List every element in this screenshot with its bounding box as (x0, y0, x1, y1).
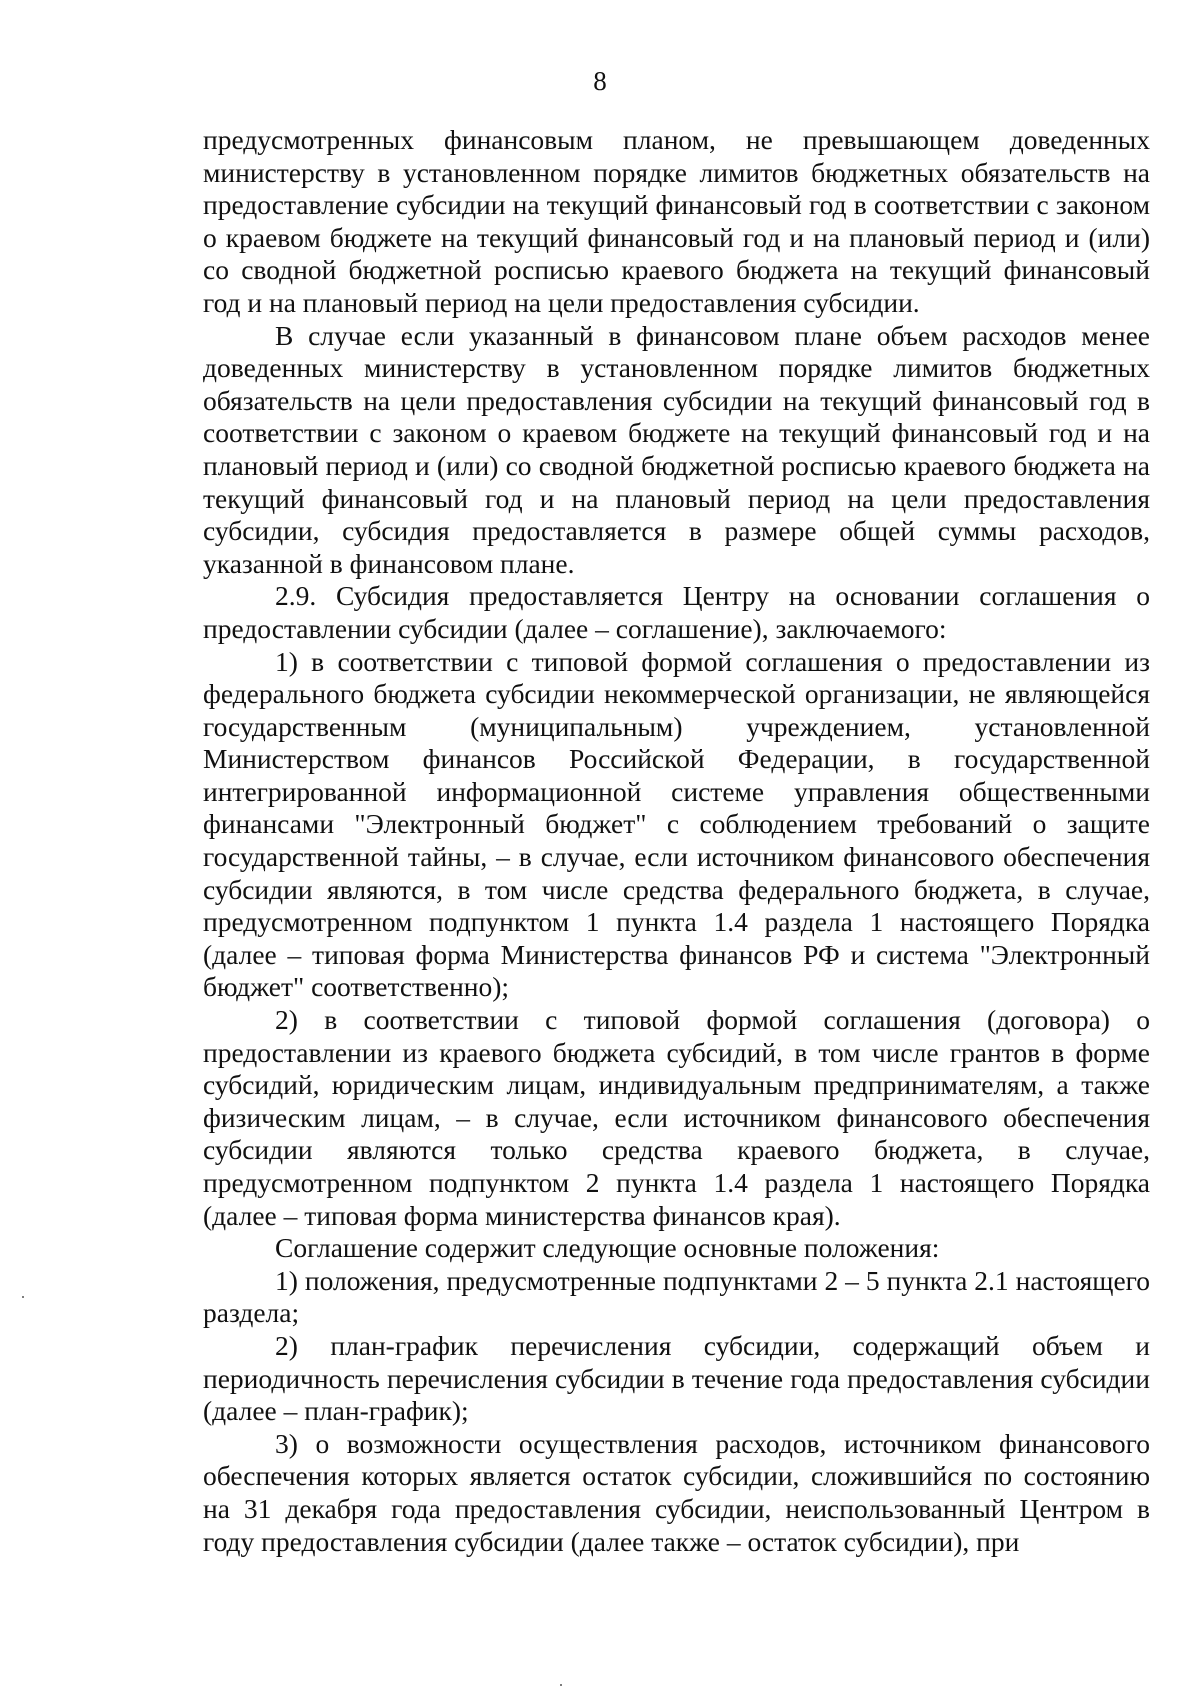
paragraph: Соглашение содержит следующие основные положения: (275, 1232, 940, 1264)
document-body (203, 124, 1150, 1558)
page-number: 8 (593, 66, 607, 96)
list-item: 2) в соответствии с типовой формой соглашения (договора) о предоставлении из краевого бюджета субсидий, в том числе грантов в форме субсидий, юридическим лицам, индивидуальным предпринимателям, а также физическим лицам, – в случае, если источником финансового обеспечения субсидии являются только средства краевого бюджета, в случае, предусмотренном подпунктом 2 пункта 1.4 раздела 1 настоящего Порядка (далее – типовая форма министерства финансов края). (203, 1004, 1150, 1231)
scan-speck (22, 1296, 24, 1298)
paragraph: 2.9. Субсидия предоставляется Центру на основании соглашения о предоставлении субсидии (далее – соглашение), заключаемого: (203, 580, 1150, 644)
list-item: 3) о возможности осуществления расходов, источником финансового обеспечения которых является остаток субсидии, сложившийся по состоянию на 31 декабря года предоставления субсидии, неиспользованный Центром в году предоставления субсидии (далее также – остаток субсидии), при (203, 1427, 1150, 1557)
paragraph: В случае если указанный в финансовом плане объем расходов менее доведенных министерству в установленном порядке лимитов бюджетных обязательств на цели предоставления субсидии на текущий финансовый год в соответствии с законом о краевом бюджете на текущий финансовый год и на плановый период и (или) со сводной бюджетной росписью краевого бюджета на текущий финансовый год и на плановый период на цели предоставления субсидии, субсидия предоставляется в размере общей суммы расходов, указанной в финансовом плане. (203, 319, 1150, 579)
list-item: 2) план-график перечисления субсидии, содержащий объем и периодичность перечисления субсидии в течение года предоставления субсидии (далее – план-график); (203, 1329, 1150, 1427)
paragraph: предусмотренных финансовым планом, не превышающем доведенных министерству в установленном порядке лимитов бюджетных обязательств на предоставление субсидии на текущий финансовый год в соответствии с законом о краевом бюджете на текущий финансовый год и на плановый период и (или) со сводной бюджетной росписью краевого бюджета на текущий финансовый год и на плановый период на цели предоставления субсидии. (203, 124, 1150, 318)
list-item: 1) положения, предусмотренные подпунктами 2 – 5 пункта 2.1 настоящего раздела; (203, 1264, 1150, 1329)
scan-speck (560, 1684, 562, 1686)
list-item: 1) в соответствии с типовой формой соглашения о предоставлении из федерального бюджета субсидии некоммерческой организации, не являющейся государственным (муниципальным) учреждением, установленной Министерством финансов Российской Федерации, в государственной интегрированной информационной системе управления общественными финансами "Электронный бюджет" с соблюдением требований о защите государственной тайны, – в случае, если источником финансового обеспечения субсидии являются, в том числе средства федерального бюджета, в случае, предусмотренном подпунктом 1 пункта 1.4 раздела 1 настоящего Порядка (далее – типовая форма Министерства финансов РФ и система "Электронный бюджет" соответственно); (203, 645, 1150, 1003)
